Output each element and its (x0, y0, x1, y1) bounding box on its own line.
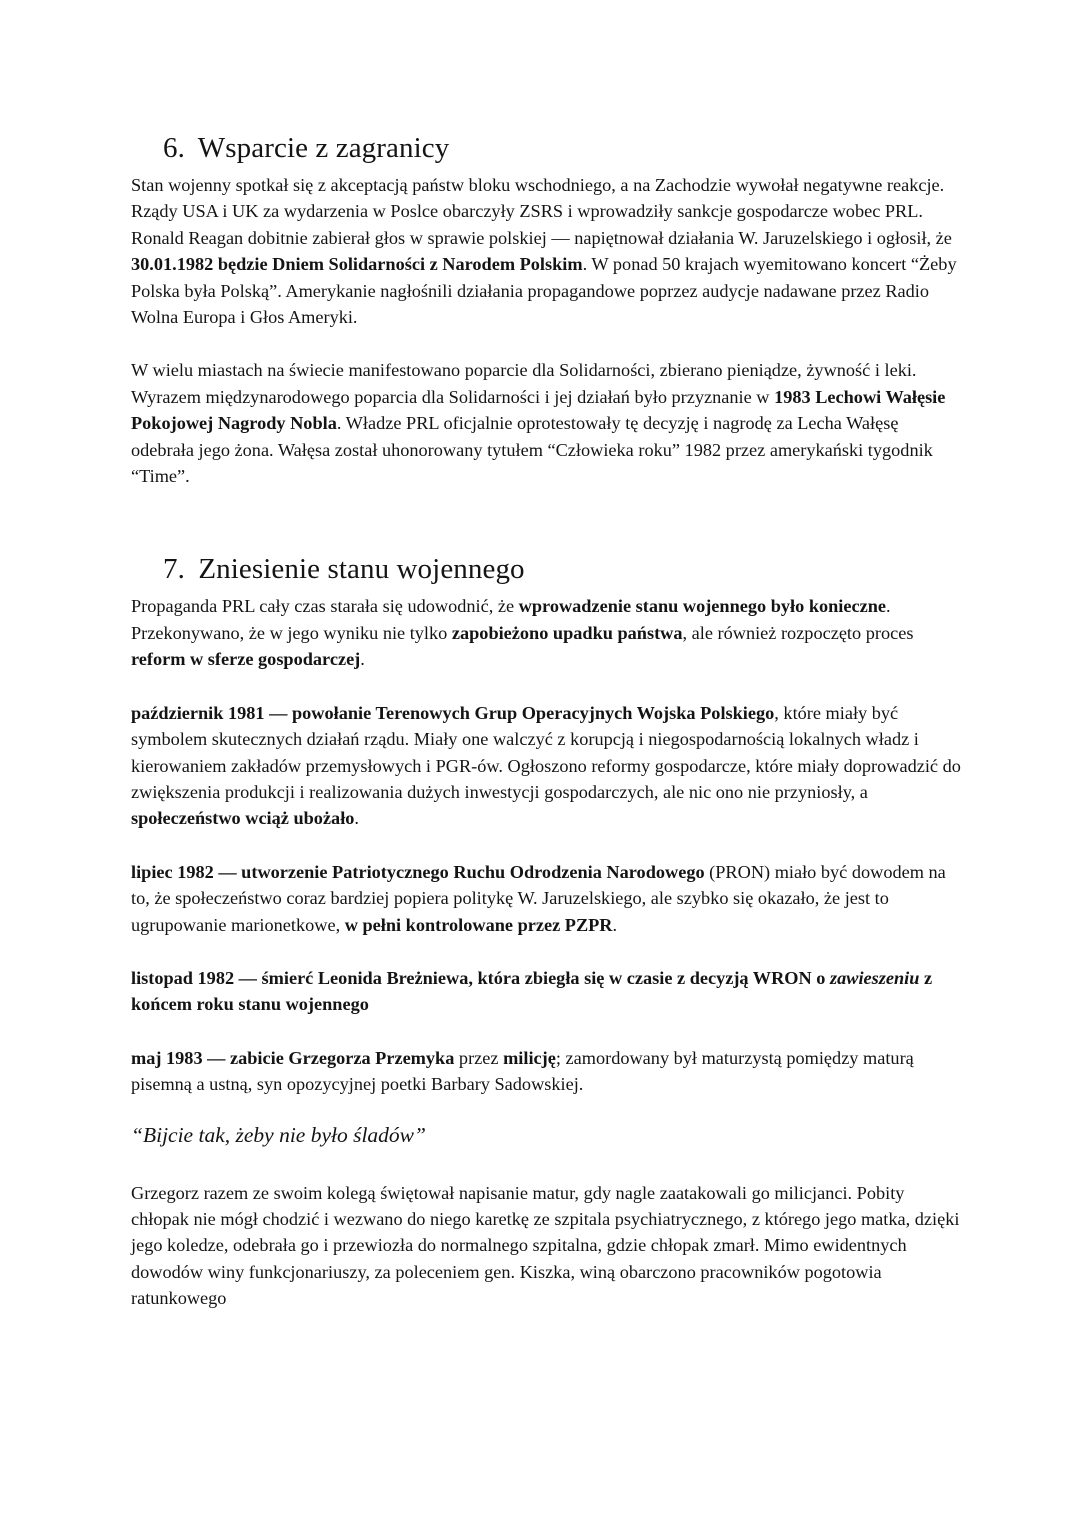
section-6-paragraph-1 (131, 172, 961, 330)
bold-text: lipiec 1982 — utworzenie Patriotycznego Ruchu Odrodzenia Narodowego (131, 861, 705, 882)
text-run: (PRON) miało być dowodem na to, że społeczeństwo coraz bardziej popiera politykę W. Jaruzelskiego, ale szybko się okazało, że jest to ugrupowanie marionetkowe, (131, 861, 946, 935)
text-run: . (354, 808, 359, 829)
section-7-paragraph-november-1982 (131, 965, 961, 1018)
text-run: . Władze PRL oficjalnie oprotestowały tę decyzję i nagrodę za Lecha Wałęsę odebrała jego żona. Wałęsa został uhonorowany tytułem “Człowieka roku” 1982 przez amerykański tygodnik “Time”. (131, 413, 933, 487)
text-run: Propaganda PRL cały czas starała się udowodnić, że (131, 596, 519, 617)
document-page (131, 128, 961, 1312)
text-run: . (360, 649, 365, 670)
bold-text: wprowadzenie stanu wojennego było konieczne (518, 596, 887, 617)
bold-text: milicję (503, 1047, 556, 1068)
bold-text: październik 1981 — powołanie Terenowych Grup Operacyjnych Wojska Polskiego (131, 702, 775, 723)
section-6-paragraph-2 (131, 357, 961, 489)
text-run: przez (454, 1047, 504, 1068)
section-7-heading (163, 549, 961, 589)
bold-text: z końcem roku stanu wojennego (131, 967, 933, 1015)
text-run: . W ponad 50 krajach wyemitowano koncert “Żeby Polska była Polską”. Amerykanie nagłośnili działania propagandowe poprzez audycje nadawane przez Radio Wolna Europa i Głos Ameryki. (131, 254, 957, 328)
bold-italic-text: zawieszeniu (830, 967, 920, 988)
section-7-paragraph-may-1983 (131, 1045, 961, 1098)
section-7-paragraph-1 (131, 593, 961, 672)
text-run: Stan wojenny spotkał się z akceptacją państw bloku wschodniego, a na Zachodzie wywołał negatywne reakcje. Rządy USA i UK za wydarzenia w Poslce obarczyły ZSRS i wprowadziły sankcje gospodarcze wobec PRL. Ronald Reagan dobitnie zabierał głos w sprawie polskiej — napiętnował działania W. Jaruzelskiego i ogłosił, że (131, 175, 952, 248)
section-7-title: Zniesienie stanu wojennego (198, 553, 525, 586)
bold-text: w pełni kontrolowane przez PZPR (344, 914, 613, 935)
bold-text: listopad 1982 — śmierć Leonida Breżniewa, która zbiegła się w czasie z decyzją WRON o (131, 967, 830, 988)
bold-text: zapobieżono upadku państwa (451, 622, 683, 643)
bold-text: 30.01.1982 będzie Dniem Solidarności z Narodem Polskim (131, 254, 583, 275)
section-7-paragraph-przemyk: Grzegorz razem ze swoim kolegą świętował napisanie matur, gdy nagle zaatakowali go milicjanci. Pobity chłopak nie mógł chodzić i wezwano do niego karetkę ze szpitala psychiatrycznego, z którego jego matka, dzięki jego koledze, odebrała go i przewiozła do normalnego szpitalna, gdzie chłopak zmarł. Mimo ewidentnych dowodów winy funkcjonariuszy, za poleceniem gen. Kiszka, winą obarczono pracowników pogotowia ratunkowego (131, 1182, 960, 1309)
text-run: , które miały być symbolem skutecznych działań rządu. Miały one walczyć z korupcją i niegospodarnością lokalnych władz i kierowaniem zakładów przemysłowych i PGR-ów. Ogłoszono reformy gospodarcze, które miały doprowadzić do zwiększenia produkcji i realizowania dużych inwestycji gospodarczych, ale nic ono nie przyniosły, a (131, 702, 961, 802)
section-6-number: 6. (163, 132, 185, 164)
quote: “Bijcie tak, żeby nie było śladów” (131, 1122, 426, 1147)
section-7-paragraph-october-1981 (131, 700, 961, 832)
bold-text: maj 1983 — zabicie Grzegorza Przemyka (131, 1047, 455, 1068)
section-7-paragraph-july-1982 (131, 859, 961, 938)
text-run: . (612, 914, 618, 935)
text-run: ; zamordowany był maturzystą pomiędzy maturą pisemną a ustną, syn opozycyjnej poetki Barbary Sadowskiej. (131, 1047, 914, 1095)
text-run: , ale również rozpoczęto proces (682, 622, 914, 643)
section-7-number: 7. (163, 553, 185, 586)
text-run: . Przekonywano, że w jego wyniku nie tylko (131, 596, 891, 643)
section-6-title: Wsparcie z zagranicy (197, 132, 450, 164)
text-run: W wielu miastach na świecie manifestowano poparcie dla Solidarności, zbierano pieniądze, żywność i leki. Wyrazem międzynarodowego poparcia dla Solidarności i jej działań było przyznanie w (131, 360, 917, 407)
bold-text: 1983 Lechowi Wałęsie Pokojowej Nagrody Nobla (131, 386, 946, 434)
section-6-heading (163, 128, 961, 168)
bold-text: reform w sferze gospodarczej (131, 649, 361, 670)
bold-text: społeczeństwo wciąż ubożało (131, 808, 355, 829)
